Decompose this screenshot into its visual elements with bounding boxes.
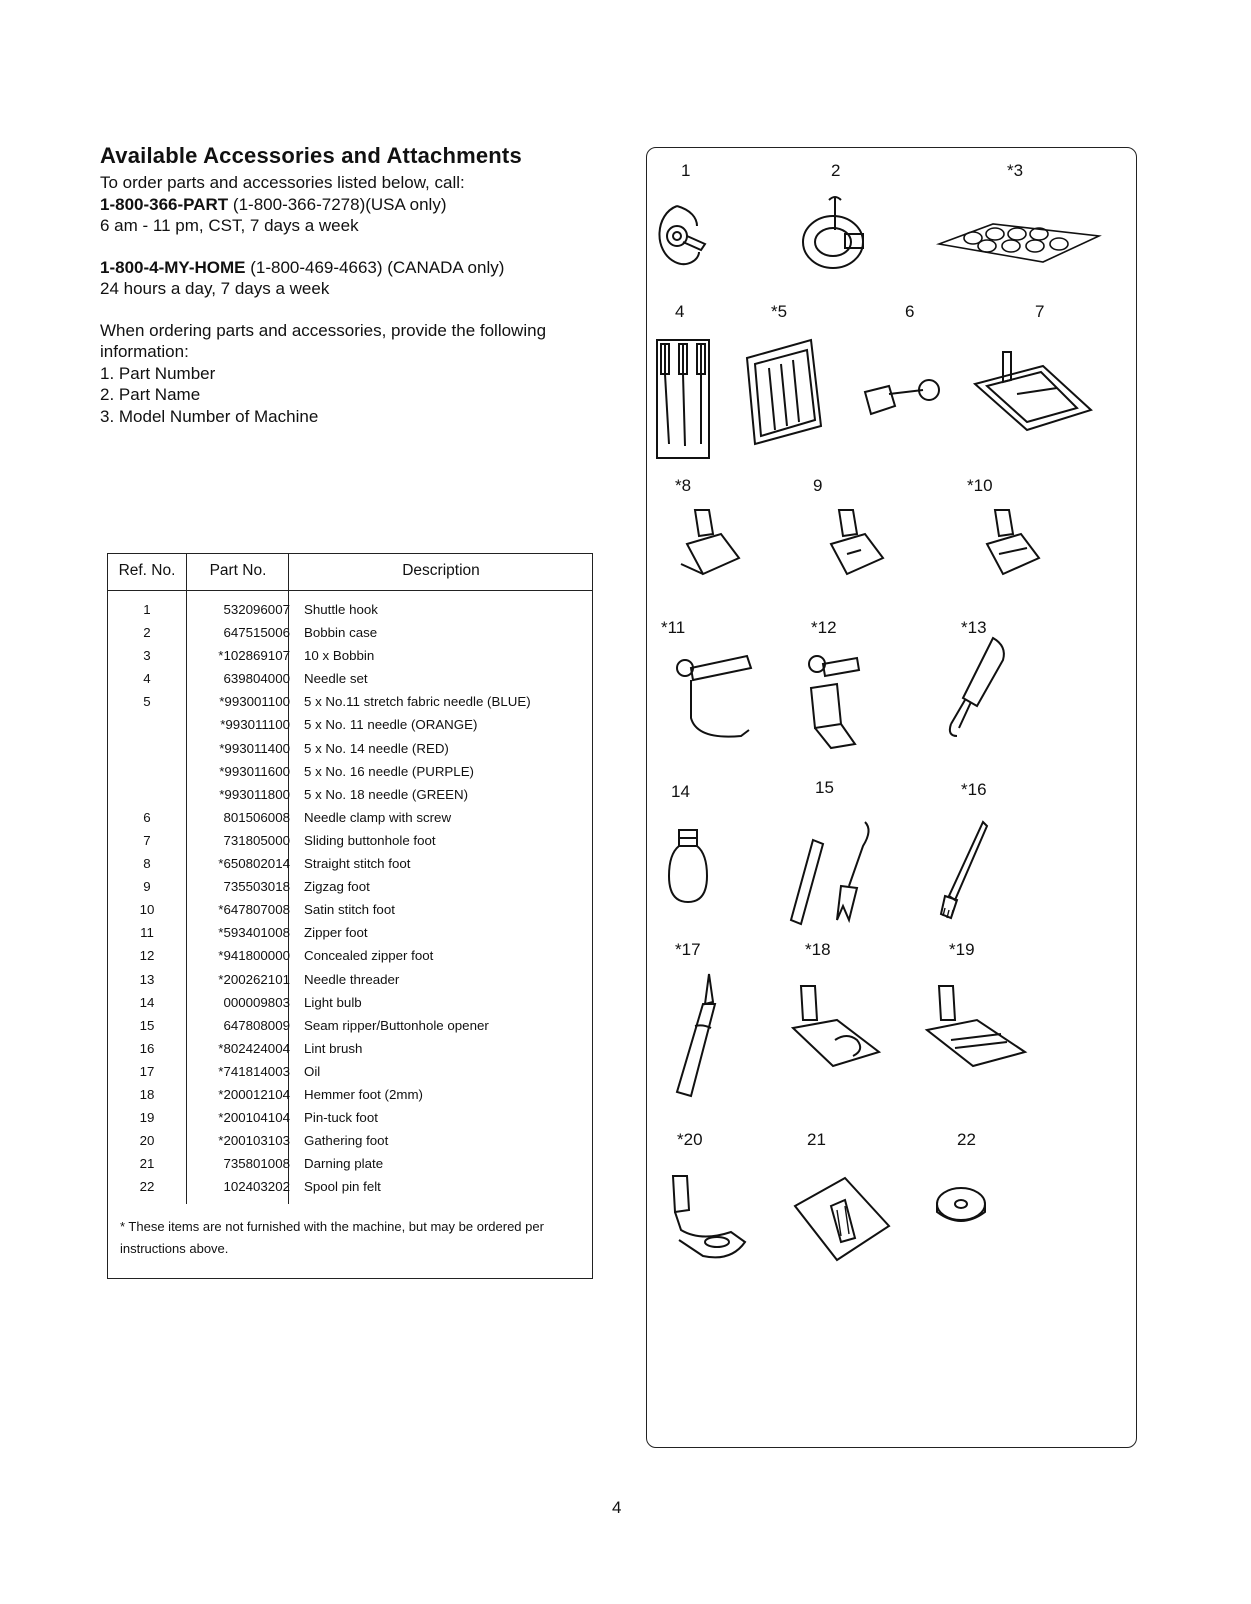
ref-no-cell: 11 (140, 925, 154, 941)
table-row (108, 785, 592, 808)
table-row (108, 1039, 592, 1062)
table-row (108, 1131, 592, 1154)
table-row (108, 900, 592, 923)
ref-no-cell: 3 (143, 648, 151, 664)
part-no-cell: *200262101 (218, 971, 290, 987)
ordering-info (100, 172, 546, 427)
gathering-foot-icon (661, 1170, 753, 1270)
item-label: 1 (681, 161, 691, 180)
header-part-no: Part No. (209, 562, 267, 579)
ref-no-cell: 13 (139, 971, 155, 987)
part-no-cell: 532096007 (223, 602, 290, 617)
usa-phone-detail: (1-800-366-7278)(USA only) (232, 194, 447, 214)
table-row (108, 1016, 592, 1039)
provide-line: When ordering parts and accessories, provide the following (100, 320, 547, 340)
description-cell: Seam ripper/Buttonhole opener (304, 1017, 489, 1033)
table-body (108, 600, 592, 1200)
description-cell: Needle set (304, 671, 368, 687)
part-no-cell: 647515006 (223, 625, 290, 641)
description-cell: Bobbin case (304, 625, 378, 641)
description-cell: Zigzag foot (304, 879, 370, 895)
description-cell: 5 x No. 18 needle (GREEN) (304, 786, 469, 802)
description-cell: Light bulb (304, 994, 362, 1010)
order-line: To order parts and accessories listed below, call: (100, 173, 465, 192)
item-label: *18 (805, 940, 831, 959)
zipper-foot-icon (669, 648, 759, 748)
ref-no-cell: 6 (143, 809, 151, 825)
description-cell: Oil (304, 1063, 321, 1079)
description-cell: 5 x No. 11 needle (ORANGE) (304, 717, 478, 733)
ref-no-cell: 21 (139, 1156, 155, 1172)
ref-no-cell: 4 (143, 671, 151, 687)
table-row (108, 1177, 592, 1200)
ref-no-cell: 8 (143, 856, 151, 872)
part-no-cell: *993011100 (220, 717, 290, 733)
ref-no-cell: 16 (139, 1040, 155, 1056)
table-row (108, 854, 592, 877)
item-label: 6 (905, 302, 915, 321)
table-row (108, 646, 592, 669)
part-no-cell: 102403202 (223, 1179, 290, 1195)
oil-icon (669, 968, 725, 1102)
item-label: 7 (1035, 302, 1045, 321)
table-row (108, 739, 592, 762)
table-row (108, 877, 592, 900)
item-label: *16 (961, 780, 987, 799)
description-cell: Shuttle hook (304, 602, 378, 617)
ref-no-cell: 22 (139, 1179, 155, 1195)
needle-set-icon (651, 334, 715, 464)
straight-stitch-foot-icon (677, 504, 747, 582)
description-cell: Needle clamp with screw (304, 809, 452, 825)
table-row (108, 993, 592, 1016)
part-no-cell: *802424004 (218, 1040, 290, 1056)
item-label: *11 (661, 618, 686, 637)
item-label: 2 (831, 161, 841, 180)
item-label: 14 (671, 782, 690, 801)
table-row (108, 1108, 592, 1131)
description-cell: Darning plate (304, 1156, 384, 1172)
item-label: *10 (967, 476, 993, 495)
needle-clamp-icon (859, 372, 943, 426)
table-row (108, 808, 592, 831)
needle-threader-icon (937, 632, 1013, 748)
item-label: *3 (1007, 161, 1024, 180)
item-label: 4 (675, 302, 685, 321)
description-cell: Lint brush (304, 1040, 363, 1056)
parts-table (107, 553, 593, 1279)
part-no-cell: *593401008 (218, 925, 290, 941)
list-item: 1. Part Number (100, 363, 216, 383)
description-cell: Sliding buttonhole foot (304, 832, 436, 848)
description-cell: 5 x No. 16 needle (PURPLE) (304, 763, 474, 779)
buttonhole-foot-icon (967, 344, 1097, 434)
part-no-cell: *993001100 (219, 694, 290, 710)
spool-pin-felt-icon (929, 1180, 993, 1234)
part-no-cell: 639804000 (223, 671, 290, 687)
table-row (108, 970, 592, 993)
item-label: *17 (675, 940, 701, 959)
item-label: *5 (771, 302, 788, 321)
ref-no-cell: 20 (139, 1133, 155, 1149)
bobbin-case-icon (791, 190, 881, 280)
hemmer-foot-icon (787, 980, 887, 1074)
canada-phone-number: 1-800-4-MY-HOME (100, 257, 246, 277)
pin-tuck-foot-icon (921, 980, 1031, 1074)
item-label: *20 (677, 1130, 703, 1149)
part-no-cell: 735801008 (223, 1156, 290, 1172)
description-cell: Straight stitch foot (304, 856, 411, 872)
part-no-cell: *200104104 (218, 1110, 290, 1126)
ref-no-cell: 12 (139, 948, 155, 964)
canada-hours: 24 hours a day, 7 days a week (100, 279, 330, 298)
part-no-cell: *993011800 (219, 786, 290, 802)
part-no-cell: *941800000 (218, 948, 290, 964)
light-bulb-icon (663, 824, 713, 908)
description-cell: Gathering foot (304, 1133, 389, 1149)
lint-brush-icon (931, 816, 995, 926)
satin-stitch-foot-icon (977, 504, 1047, 582)
header-description: Description (402, 562, 480, 579)
description-cell: Pin-tuck foot (304, 1110, 378, 1126)
page-title: Available Accessories and Attachments (100, 143, 522, 168)
ref-no-cell: 1 (143, 602, 151, 617)
zigzag-foot-icon (821, 504, 891, 582)
description-cell: Needle threader (304, 971, 400, 987)
part-no-cell: *647807008 (218, 902, 290, 918)
ref-no-cell: 2 (143, 625, 151, 641)
table-header (108, 554, 592, 591)
list-item: 2. Part Name (100, 385, 201, 404)
usa-hours: 6 am - 11 pm, CST, 7 days a week (100, 216, 359, 235)
usa-phone-number: 1-800-366-PART (100, 194, 229, 214)
table-row (108, 831, 592, 854)
ref-no-cell: 15 (139, 1017, 155, 1033)
item-label: 21 (807, 1130, 826, 1149)
part-no-cell: 801506008 (223, 809, 290, 825)
table-row (108, 1085, 592, 1108)
table-row (108, 762, 592, 785)
description-cell: Hemmer foot (2mm) (304, 1086, 423, 1102)
ref-no-cell: 14 (139, 994, 155, 1010)
page-number: 4 (612, 1498, 622, 1517)
ref-no-cell: 10 (139, 902, 155, 918)
provide-line-2: information: (100, 342, 189, 361)
ref-no-cell: 19 (139, 1110, 155, 1126)
needle-pack-icon (741, 334, 827, 450)
table-row (108, 715, 592, 738)
part-no-cell: *200103103 (218, 1133, 290, 1149)
description-cell: Satin stitch foot (304, 902, 395, 918)
ref-no-cell: 9 (143, 879, 151, 895)
item-label: *19 (949, 940, 975, 959)
part-no-cell: 735503018 (223, 879, 290, 895)
part-no-cell: 000009803 (223, 994, 290, 1010)
header-ref-no: Ref. No. (118, 562, 176, 579)
description-cell: 5 x No.11 stretch fabric needle (BLUE) (304, 694, 531, 710)
item-label: *12 (811, 618, 837, 637)
darning-plate-icon (785, 1170, 897, 1270)
item-label: *8 (675, 476, 692, 495)
bobbins-icon (933, 210, 1103, 270)
table-row (108, 946, 592, 969)
part-no-cell: *102869107 (218, 648, 290, 664)
usa-phone (100, 194, 546, 216)
canada-phone (100, 257, 546, 279)
ref-no-cell: 17 (139, 1063, 155, 1079)
table-row (108, 923, 592, 946)
item-label: 9 (813, 476, 823, 495)
concealed-zipper-foot-icon (797, 648, 877, 758)
description-cell: Concealed zipper foot (304, 948, 434, 964)
description-cell: Zipper foot (304, 925, 368, 941)
accessories-illustration-panel (646, 147, 1137, 1448)
part-no-cell: *650802014 (218, 856, 290, 872)
table-row (108, 623, 592, 646)
footnote: * These items are not furnished with the machine, but may be ordered per instructions above. (120, 1219, 544, 1256)
table-row (108, 600, 592, 623)
part-no-cell: *993011400 (219, 740, 290, 756)
description-cell: 10 x Bobbin (304, 648, 375, 664)
item-label: 22 (957, 1130, 976, 1149)
item-label: *13 (961, 618, 987, 637)
part-no-cell: 647808009 (223, 1017, 290, 1033)
part-no-cell: *200012104 (218, 1086, 290, 1102)
canada-phone-detail: (1-800-469-4663) (CANADA only) (250, 257, 505, 277)
table-row (108, 1154, 592, 1177)
item-label: 15 (815, 778, 834, 797)
description-cell: Spool pin felt (304, 1179, 381, 1195)
ref-no-cell: 7 (143, 832, 151, 848)
part-no-cell: *741814003 (218, 1063, 290, 1079)
part-no-cell: 731805000 (223, 832, 290, 848)
ref-no-cell: 18 (139, 1086, 155, 1102)
part-no-cell: *993011600 (219, 763, 290, 779)
ref-no-cell: 5 (143, 694, 151, 710)
table-row (108, 1062, 592, 1085)
shuttle-hook-icon (647, 196, 727, 276)
table-row (108, 669, 592, 692)
seam-ripper-icon (783, 816, 883, 930)
table-row (108, 692, 592, 715)
list-item: 3. Model Number of Machine (100, 406, 319, 426)
description-cell: 5 x No. 14 needle (RED) (304, 740, 449, 756)
